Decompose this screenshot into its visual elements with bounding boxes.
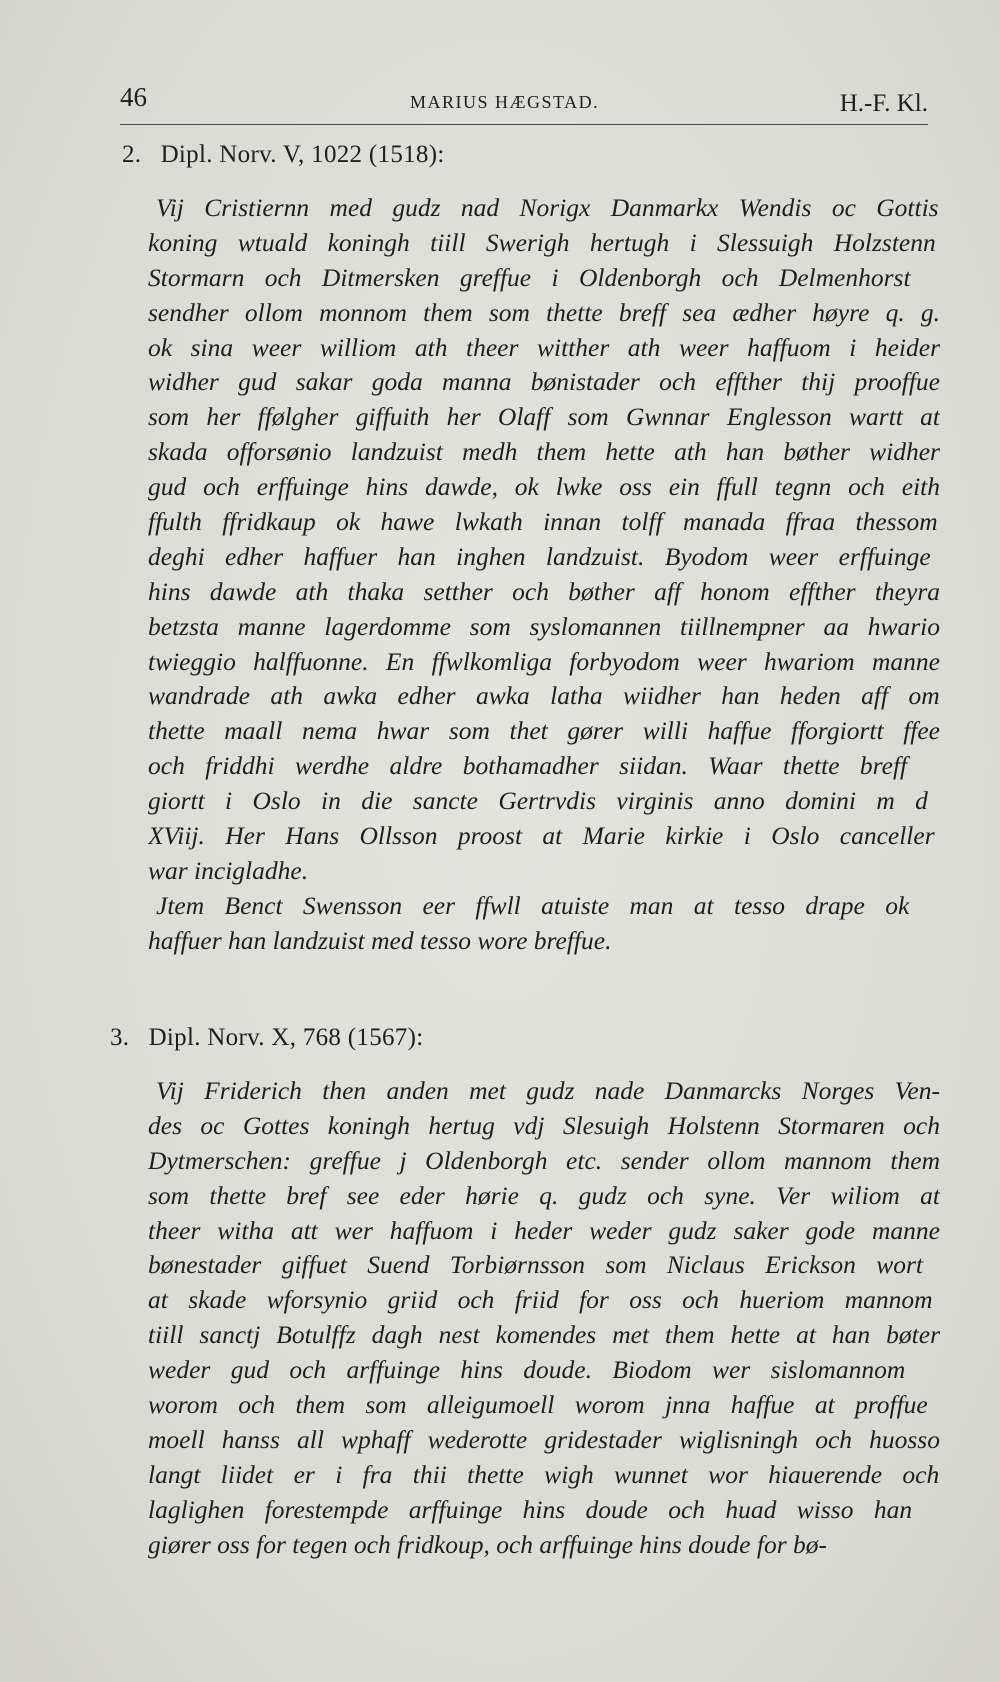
text-line: wandrade ath awka edher awka latha wiidher han heden aff om bbox=[148, 681, 940, 711]
text-line: Vij Cristiernn med gudz nad Norigx Danmarkx Wendis oc Gottis bbox=[156, 193, 939, 222]
text-line: bønestader giffuet Suend Torbiørnsson som Niclaus Erickson wort bbox=[148, 1250, 923, 1280]
charter-paragraph bbox=[148, 889, 940, 959]
text-line: gud och erffuinge hins dawde, ok lwke oss ein ffull tegnn och eith bbox=[148, 472, 940, 502]
text-line: Jtem Benct Swensson eer ffwll atuiste man at tesso drape ok bbox=[156, 890, 910, 920]
header-section: H.-F. Kl. bbox=[839, 90, 928, 117]
text-line: deghi edher haffuer han inghen landzuist. Byodom weer erffuinge bbox=[148, 541, 931, 571]
page-number: 46 bbox=[120, 82, 147, 112]
text-line: och friddhi werdhe aldre bothamadher siidan. Waar thette breff bbox=[148, 751, 908, 781]
text-line: haffuer han landzuist med tesso wore breffue. bbox=[148, 925, 612, 955]
entry-number: 2. bbox=[122, 141, 142, 168]
text-line: ok sina weer williom ath theer witther ath weer haffuom i heider bbox=[148, 332, 940, 362]
quoted-charter bbox=[148, 1074, 940, 1562]
text-line: koning wtuald koningh tiill Swerigh hertugh i Slessuigh Holzstenn bbox=[148, 227, 936, 257]
text-line: Vij Friderich then anden met gudz nade Danmarcks Norges Ven- bbox=[156, 1076, 940, 1105]
entry-heading bbox=[110, 1024, 423, 1052]
text-line: laglighen forestempde arffuinge hins doude och huad wisso han bbox=[148, 1494, 913, 1524]
text-line: ffulth ffridkaup ok hawe lwkath innan tolff manada ffraa thessom bbox=[148, 507, 938, 537]
charter-paragraph bbox=[148, 191, 940, 889]
text-line: skada offorsønio landzuist medh them hette ath han bøther widher bbox=[148, 437, 940, 467]
entry-heading bbox=[122, 141, 445, 169]
charter-paragraph bbox=[148, 1074, 940, 1562]
text-line: des oc Gottes koningh hertug vdj Slesuigh Holstenn Stormaren och bbox=[148, 1110, 940, 1140]
text-line: widher gud sakar goda manna bønistader och effther thij prooffue bbox=[148, 367, 940, 397]
text-line: betzsta manne lagerdomme som syslomannen tiillnempner aa hwario bbox=[148, 611, 940, 641]
text-line: tiill sanctj Botulffz dagh nest komendes met them hette at han bøter bbox=[148, 1320, 940, 1350]
text-line: XViij. Her Hans Ollsson proost at Marie kirkie i Oslo canceller bbox=[148, 821, 935, 851]
text-line: Dytmerschen: greffue j Oldenborgh etc. sender ollom mannom them bbox=[148, 1145, 940, 1175]
text-line: langt liidet er i fra thii thette wigh wunnet wor hiauerende och bbox=[148, 1459, 940, 1489]
text-line: som her ffølgher giffuith her Olaff som Gwnnar Englesson wartt at bbox=[148, 402, 940, 432]
entry-number: 3. bbox=[110, 1024, 130, 1051]
text-line: giortt i Oslo in die sancte Gertrvdis virginis anno domini m d bbox=[148, 786, 928, 816]
text-line: at skade wforsynio griid och friid for oss och hueriom mannom bbox=[148, 1285, 933, 1315]
entry-source: Dipl. Norv. X, 768 (1567): bbox=[148, 1024, 424, 1051]
text-line: war incigladhe. bbox=[148, 855, 309, 885]
text-line: hins dawde ath thaka setther och bøther aff honom effther theyra bbox=[148, 576, 940, 606]
text-line: moell hanss all wphaff wederotte gridestader wiglisningh och huosso bbox=[148, 1424, 940, 1454]
text-line: weder gud och arffuinge hins doude. Biodom wer sislomannom bbox=[148, 1355, 906, 1385]
text-line: sendher ollom monnom them som thette breff sea ædher høyre q. g. bbox=[148, 297, 940, 327]
entry-source: Dipl. Norv. V, 1022 (1518): bbox=[160, 141, 445, 168]
text-line: twieggio halffuonne. En ffwlkomliga forbyodom weer hwariom manne bbox=[148, 646, 940, 676]
quoted-charter bbox=[148, 191, 940, 959]
text-line: worom och them som alleigumoell worom jnna haffue at proffue bbox=[148, 1390, 928, 1420]
text-line: som thette bref see eder hørie q. gudz och syne. Ver wiliom at bbox=[148, 1180, 940, 1210]
text-line: thette maall nema hwar som thet gører willi haffue fforgiortt ffee bbox=[148, 716, 940, 746]
text-line: Stormarn och Ditmersken greffue i Oldenborgh och Delmenhorst bbox=[148, 262, 911, 292]
header-title: MARIUS HÆGSTAD. bbox=[410, 92, 600, 112]
text-line: theer witha att wer haffuom i heder weder gudz saker gode manne bbox=[148, 1215, 940, 1245]
running-header bbox=[120, 80, 928, 125]
text-line: giører oss for tegen och fridkoup, och arffuinge hins doude for bø- bbox=[148, 1529, 827, 1559]
